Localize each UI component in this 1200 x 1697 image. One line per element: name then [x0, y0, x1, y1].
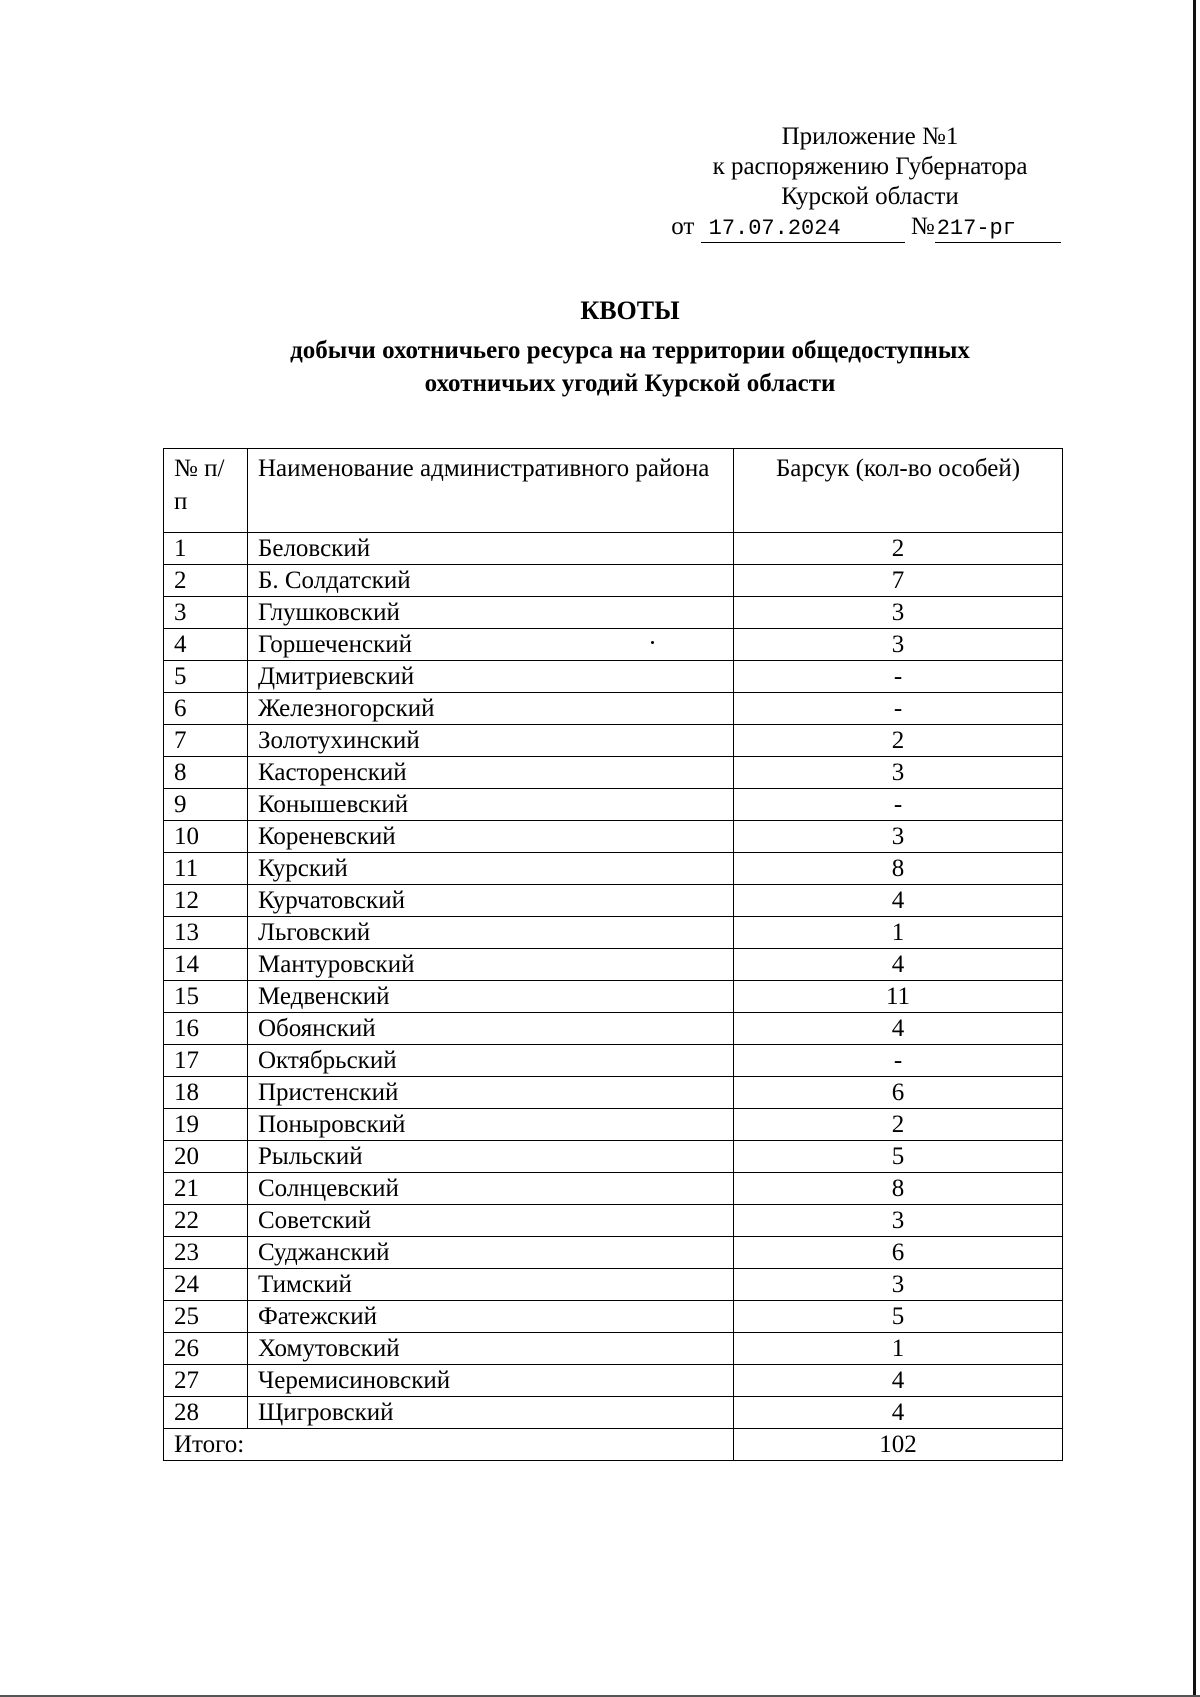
table-row	[164, 885, 1063, 917]
row-number: 14	[164, 949, 248, 981]
scan-speck	[651, 641, 654, 644]
row-quota: 3	[734, 1205, 1063, 1237]
row-quota: 3	[734, 757, 1063, 789]
appendix-title: Приложение №1	[781, 123, 959, 150]
row-district: Мантуровский	[248, 949, 734, 981]
document-title: КВОТЫ	[580, 296, 680, 325]
table-row	[164, 917, 1063, 949]
row-number: 28	[164, 1397, 248, 1429]
row-quota: 5	[734, 1301, 1063, 1333]
subtitle-line-2: охотничьих угодий Курской области	[424, 370, 836, 397]
row-quota: 11	[734, 981, 1063, 1013]
table-row	[164, 693, 1063, 725]
row-quota: 7	[734, 565, 1063, 597]
row-number: 10	[164, 821, 248, 853]
row-district: Глушковский	[248, 597, 734, 629]
row-district: Обоянский	[248, 1013, 734, 1045]
row-district: Конышевский	[248, 789, 734, 821]
row-district: Щигровский	[248, 1397, 734, 1429]
header-badger-quota: Барсук (кол-во особей)	[734, 449, 1063, 533]
row-number: 5	[164, 661, 248, 693]
row-district: Льговский	[248, 917, 734, 949]
row-quota: 3	[734, 1269, 1063, 1301]
date-prefix: от	[671, 213, 695, 240]
table-row	[164, 853, 1063, 885]
row-district: Фатежский	[248, 1301, 734, 1333]
decree-number: 217-рг	[935, 216, 1061, 243]
table-row	[164, 821, 1063, 853]
row-quota: -	[734, 661, 1063, 693]
row-number: 8	[164, 757, 248, 789]
table-row	[164, 725, 1063, 757]
row-number: 16	[164, 1013, 248, 1045]
row-quota: 4	[734, 1365, 1063, 1397]
row-number: 25	[164, 1301, 248, 1333]
table-row	[164, 1365, 1063, 1397]
table-row	[164, 1237, 1063, 1269]
row-quota: 8	[734, 853, 1063, 885]
table-row	[164, 789, 1063, 821]
document-subtitle	[200, 334, 1060, 400]
appendix-ref: к распоряжению Губернатора	[712, 153, 1028, 180]
row-number: 3	[164, 597, 248, 629]
row-district: Солнцевский	[248, 1173, 734, 1205]
row-quota: 1	[734, 917, 1063, 949]
table-row	[164, 1013, 1063, 1045]
row-number: 20	[164, 1141, 248, 1173]
table-row	[164, 1077, 1063, 1109]
row-district: Черемисиновский	[248, 1365, 734, 1397]
row-quota: 4	[734, 949, 1063, 981]
row-quota: 2	[734, 1109, 1063, 1141]
table-row	[164, 1301, 1063, 1333]
row-quota: 3	[734, 597, 1063, 629]
row-district: Касторенский	[248, 757, 734, 789]
appendix-registration	[652, 212, 1080, 243]
row-district: Медвенский	[248, 981, 734, 1013]
row-number: 23	[164, 1237, 248, 1269]
row-district: Горшеченский	[248, 629, 734, 661]
row-number: 21	[164, 1173, 248, 1205]
table-row	[164, 1269, 1063, 1301]
row-number: 22	[164, 1205, 248, 1237]
row-district: Б. Солдатский	[248, 565, 734, 597]
row-district: Железногорский	[248, 693, 734, 725]
row-quota: 8	[734, 1173, 1063, 1205]
row-quota: 6	[734, 1237, 1063, 1269]
row-district: Кореневский	[248, 821, 734, 853]
row-district: Курчатовский	[248, 885, 734, 917]
header-number: № п/п	[164, 449, 248, 533]
row-number: 6	[164, 693, 248, 725]
table-row	[164, 1205, 1063, 1237]
row-quota: 3	[734, 821, 1063, 853]
row-quota: 4	[734, 1013, 1063, 1045]
table-row	[164, 565, 1063, 597]
row-number: 7	[164, 725, 248, 757]
decree-date: 17.07.2024	[701, 216, 905, 243]
table-row	[164, 1333, 1063, 1365]
header-district-name: Наименование административного района	[248, 449, 734, 533]
table-body	[164, 533, 1063, 1429]
table-header-row	[164, 449, 1063, 533]
table-row	[164, 757, 1063, 789]
total-label: Итого:	[164, 1429, 734, 1461]
row-district: Беловский	[248, 533, 734, 565]
table-row	[164, 1045, 1063, 1077]
table-row	[164, 1109, 1063, 1141]
row-quota: 6	[734, 1077, 1063, 1109]
number-prefix: №	[910, 213, 935, 240]
row-quota: -	[734, 693, 1063, 725]
row-district: Суджанский	[248, 1237, 734, 1269]
table-row	[164, 1397, 1063, 1429]
row-number: 19	[164, 1109, 248, 1141]
table-row	[164, 597, 1063, 629]
row-quota: 1	[734, 1333, 1063, 1365]
table-row	[164, 629, 1063, 661]
row-district: Тимский	[248, 1269, 734, 1301]
row-district: Октябрьский	[248, 1045, 734, 1077]
row-district: Пристенский	[248, 1077, 734, 1109]
row-district: Курский	[248, 853, 734, 885]
row-quota: 2	[734, 725, 1063, 757]
row-number: 12	[164, 885, 248, 917]
table-row	[164, 981, 1063, 1013]
row-number: 27	[164, 1365, 248, 1397]
row-number: 24	[164, 1269, 248, 1301]
appendix-region: Курской области	[781, 183, 959, 210]
table-row	[164, 661, 1063, 693]
table-row	[164, 533, 1063, 565]
row-quota: 4	[734, 1397, 1063, 1429]
table-row	[164, 1173, 1063, 1205]
table-row	[164, 1141, 1063, 1173]
row-district: Хомутовский	[248, 1333, 734, 1365]
subtitle-line-1: добычи охотничьего ресурса на территории общедоступных	[290, 337, 970, 364]
table-total-row	[164, 1429, 1063, 1461]
row-number: 9	[164, 789, 248, 821]
total-value: 102	[734, 1429, 1063, 1461]
row-number: 13	[164, 917, 248, 949]
row-number: 4	[164, 629, 248, 661]
row-number: 1	[164, 533, 248, 565]
row-district: Дмитриевский	[248, 661, 734, 693]
row-number: 26	[164, 1333, 248, 1365]
row-quota: -	[734, 1045, 1063, 1077]
scan-border-right	[1193, 0, 1196, 1697]
row-number: 2	[164, 565, 248, 597]
row-district: Золотухинский	[248, 725, 734, 757]
row-quota: 4	[734, 885, 1063, 917]
row-quota: 3	[734, 629, 1063, 661]
row-number: 18	[164, 1077, 248, 1109]
row-number: 17	[164, 1045, 248, 1077]
row-quota: -	[734, 789, 1063, 821]
row-district: Рыльский	[248, 1141, 734, 1173]
row-quota: 5	[734, 1141, 1063, 1173]
table-row	[164, 949, 1063, 981]
quota-table	[163, 448, 1063, 1461]
row-district: Поныровский	[248, 1109, 734, 1141]
row-number: 15	[164, 981, 248, 1013]
row-quota: 2	[734, 533, 1063, 565]
appendix-block	[660, 122, 1080, 243]
row-number: 11	[164, 853, 248, 885]
row-district: Советский	[248, 1205, 734, 1237]
